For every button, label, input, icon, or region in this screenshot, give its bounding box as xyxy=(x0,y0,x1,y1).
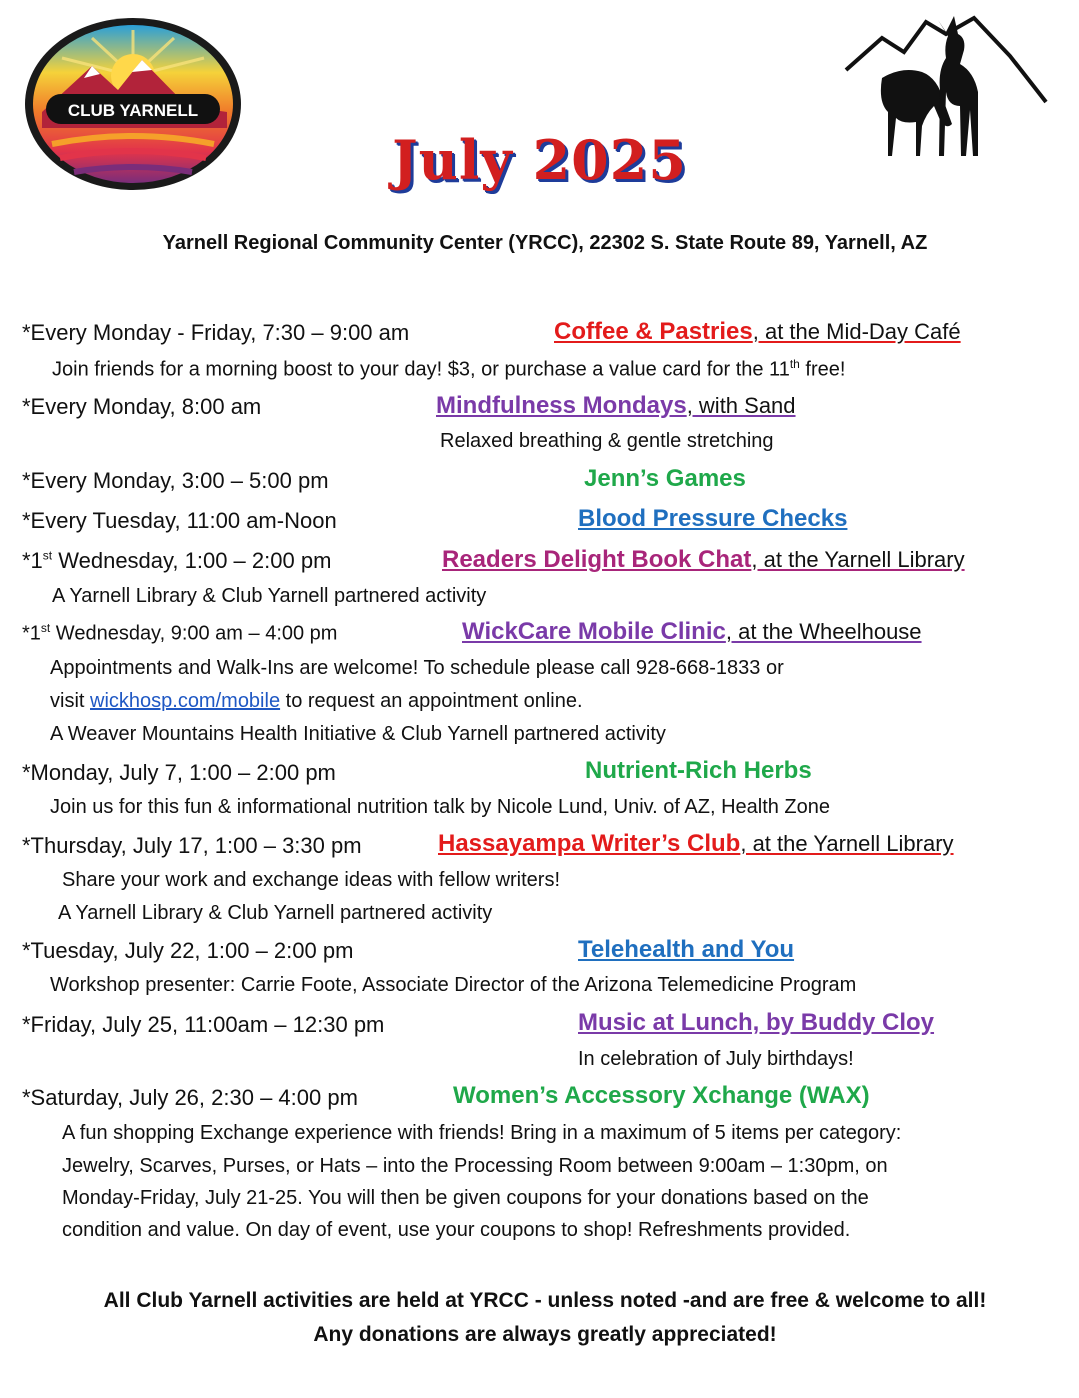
event-title: Blood Pressure Checks xyxy=(578,505,848,532)
event-location: , with Sand xyxy=(686,393,796,418)
event-time: *Monday, July 7, 1:00 – 2:00 pm xyxy=(22,760,336,785)
event-description: A Yarnell Library & Club Yarnell partnered activity xyxy=(52,585,487,607)
event-description: condition and value. On day of event, use your coupons to shop! Refreshments provided. xyxy=(62,1219,851,1241)
event-time: *1st Wednesday, 9:00 am – 4:00 pm xyxy=(22,621,338,645)
event-description: A Weaver Mountains Health Initiative & Club Yarnell partnered activity xyxy=(50,723,666,745)
event-description: Share your work and exchange ideas with fellow writers! xyxy=(62,869,561,891)
event-description: A Yarnell Library & Club Yarnell partnered activity xyxy=(58,902,493,924)
event-location: , at the Yarnell Library xyxy=(751,547,965,572)
event-location: , at the Mid-Day Café xyxy=(752,319,961,344)
month-title: July 2025 xyxy=(392,128,687,192)
event-title: Coffee & Pastries, at the Mid-Day Café xyxy=(554,318,961,345)
event-time: *Thursday, July 17, 1:00 – 3:30 pm xyxy=(22,833,362,858)
event-time: *1st Wednesday, 1:00 – 2:00 pm xyxy=(22,548,332,573)
footer-donations: Any donations are always greatly appreciated! xyxy=(313,1323,777,1346)
event-time: *Every Monday, 3:00 – 5:00 pm xyxy=(22,468,329,493)
event-title: Readers Delight Book Chat, at the Yarnell Library xyxy=(442,546,965,573)
event-description: Appointments and Walk-Ins are welcome! To schedule please call 928-668-1833 or xyxy=(50,657,784,679)
event-time: *Tuesday, July 22, 1:00 – 2:00 pm xyxy=(22,938,354,963)
logo-text: CLUB YARNELL xyxy=(67,101,199,120)
event-description: visit wickhosp.com/mobile to request an appointment online. xyxy=(50,690,583,712)
venue-address: Yarnell Regional Community Center (YRCC), 22302 S. State Route 89, Yarnell, AZ xyxy=(162,232,928,254)
event-description: In celebration of July birthdays! xyxy=(578,1048,854,1070)
event-description: Workshop presenter: Carrie Foote, Associate Director of the Arizona Telemedicine Program xyxy=(50,974,857,996)
event-title: Nutrient-Rich Herbs xyxy=(585,757,812,784)
event-time: *Every Monday - Friday, 7:30 – 9:00 am xyxy=(22,320,410,345)
event-description: Jewelry, Scarves, Purses, or Hats – into the Processing Room between 9:00am – 1:30pm, on xyxy=(62,1155,888,1177)
event-time: *Saturday, July 26, 2:30 – 4:00 pm xyxy=(22,1085,358,1110)
event-location: , at the Wheelhouse xyxy=(725,619,922,644)
wickhosp-link[interactable]: wickhosp.com/mobile xyxy=(90,690,281,712)
event-description: A fun shopping Exchange experience with friends! Bring in a maximum of 5 items per category: xyxy=(62,1122,902,1144)
event-description: Relaxed breathing & gentle stretching xyxy=(440,430,774,452)
event-time: *Every Tuesday, 11:00 am-Noon xyxy=(22,508,337,533)
event-title: WickCare Mobile Clinic, at the Wheelhouse xyxy=(462,618,922,645)
event-title: Women’s Accessory Xchange (WAX) xyxy=(453,1082,870,1109)
event-time: *Every Monday, 8:00 am xyxy=(22,394,262,419)
event-title: Jenn’s Games xyxy=(584,465,746,492)
event-description: Monday-Friday, July 21-25. You will then be given coupons for your donations based on the xyxy=(62,1187,869,1209)
event-title: Mindfulness Mondays, with Sand xyxy=(436,392,796,419)
event-description: Join friends for a morning boost to your day! $3, or purchase a value card for the 11th free! xyxy=(52,357,846,381)
event-title: Hassayampa Writer’s Club, at the Yarnell Library xyxy=(438,830,954,857)
event-title: Telehealth and You xyxy=(578,936,795,963)
event-location: , at the Yarnell Library xyxy=(740,831,954,856)
event-description: Join us for this fun & informational nutrition talk by Nicole Lund, Univ. of AZ, Health Zone xyxy=(50,796,831,818)
event-time: *Friday, July 25, 11:00am – 12:30 pm xyxy=(22,1012,385,1037)
event-title: Music at Lunch, by Buddy Cloy xyxy=(578,1009,935,1036)
footer-note: All Club Yarnell activities are held at YRCC - unless noted -and are free & welcome to all! xyxy=(103,1289,987,1312)
